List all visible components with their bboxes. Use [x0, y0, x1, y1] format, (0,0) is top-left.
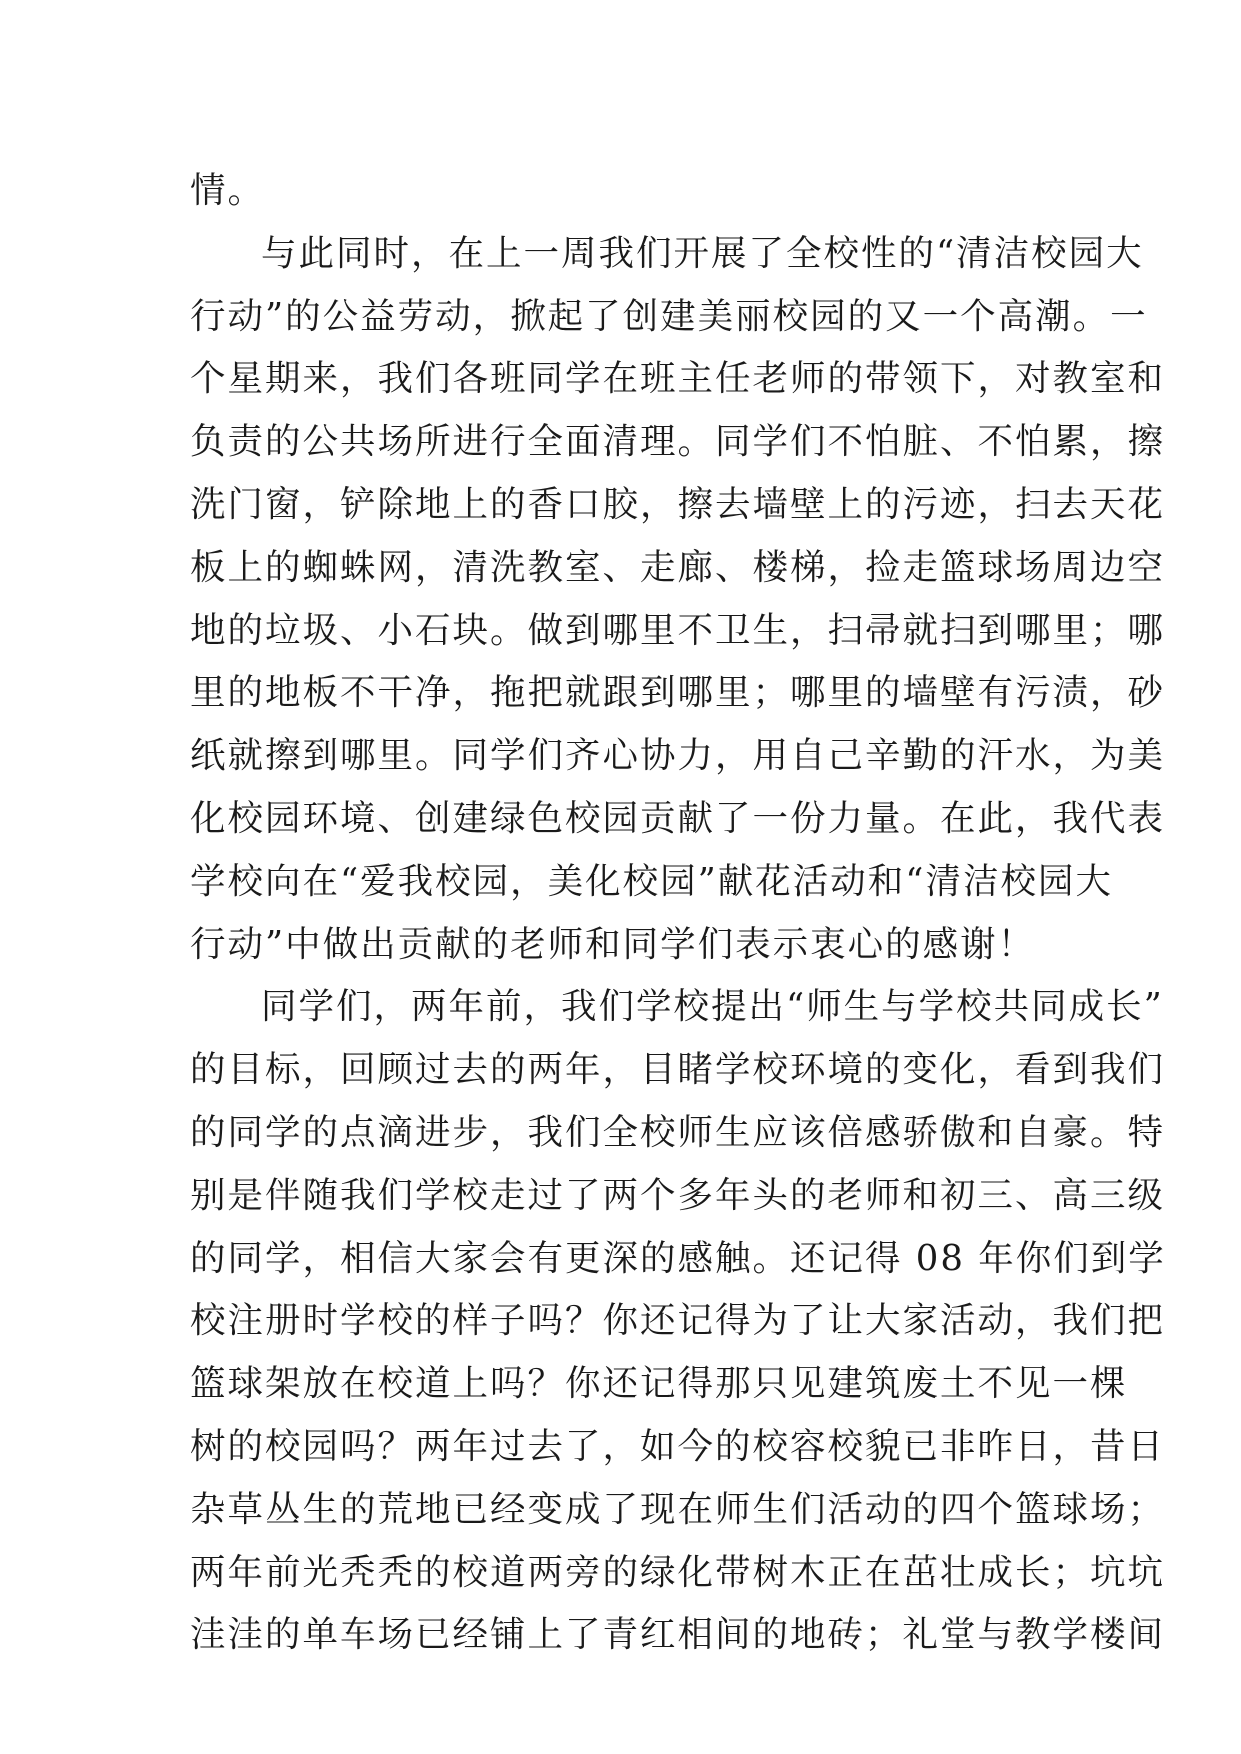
text-line: 杂草丛生的荒地已经变成了现在师生们活动的四个篮球场；: [190, 1488, 1166, 1530]
text-line: 化校园环境、创建绿色校园贡献了一份力量。在此，我代表: [190, 797, 1166, 839]
text-line: 的目标，回顾过去的两年，目睹学校环境的变化，看到我们: [190, 1049, 1166, 1091]
text-line: 两年前光秃秃的校道两旁的绿化带树木正在茁壮成长；坑坑: [190, 1551, 1166, 1593]
text-line: 树的校园吗？两年过去了，如今的校容校貌已非昨日，昔日: [190, 1425, 1166, 1467]
document-body: [190, 160, 1166, 1667]
text-line: 与此同时，在上一周我们开展了全校性的“清洁校园大: [261, 232, 1144, 274]
text-line: 篮球架放在校道上吗？你还记得那只见建筑废土不见一棵: [190, 1363, 1128, 1405]
text-line: 的同学，相信大家会有更深的感触。还记得 08 年你们到学: [190, 1237, 1166, 1279]
text-line: 板上的蜘蛛网，清洗教室、走廊、楼梯，捡走篮球场周边空: [190, 546, 1166, 588]
text-line: 校注册时学校的样子吗？你还记得为了让大家活动，我们把: [190, 1300, 1166, 1342]
text-line: 别是伴随我们学校走过了两个多年头的老师和初三、高三级: [190, 1174, 1166, 1216]
text-line: 里的地板不干净，拖把就跟到哪里；哪里的墙壁有污渍，砂: [190, 672, 1166, 714]
text-line: 个星期来，我们各班同学在班主任老师的带领下，对教室和: [190, 358, 1166, 400]
text-line: 学校向在“爱我校园，美化校园”献花活动和“清洁校园大: [190, 860, 1113, 902]
text-line: 同学们，两年前，我们学校提出“师生与学校共同成长”: [261, 986, 1164, 1028]
text-line: 地的垃圾、小石块。做到哪里不卫生，扫帚就扫到哪里；哪: [190, 609, 1166, 651]
text-line: 洼洼的单车场已经铺上了青红相间的地砖；礼堂与教学楼间: [190, 1614, 1166, 1656]
text-line: 负责的公共场所进行全面清理。同学们不怕脏、不怕累，擦: [190, 421, 1166, 463]
text-line: 情。: [190, 170, 266, 211]
text-line: 行动”中做出贡献的老师和同学们表示衷心的感谢！: [190, 923, 1036, 965]
text-line: 纸就擦到哪里。同学们齐心协力，用自己辛勤的汗水，为美: [190, 735, 1166, 777]
text-line: 的同学的点滴进步，我们全校师生应该倍感骄傲和自豪。特: [190, 1111, 1166, 1153]
text-line: 行动”的公益劳动，掀起了创建美丽校园的又一个高潮。一: [190, 295, 1148, 337]
text-line: 洗门窗，铲除地上的香口胶，擦去墙壁上的污迹，扫去天花: [190, 483, 1166, 525]
